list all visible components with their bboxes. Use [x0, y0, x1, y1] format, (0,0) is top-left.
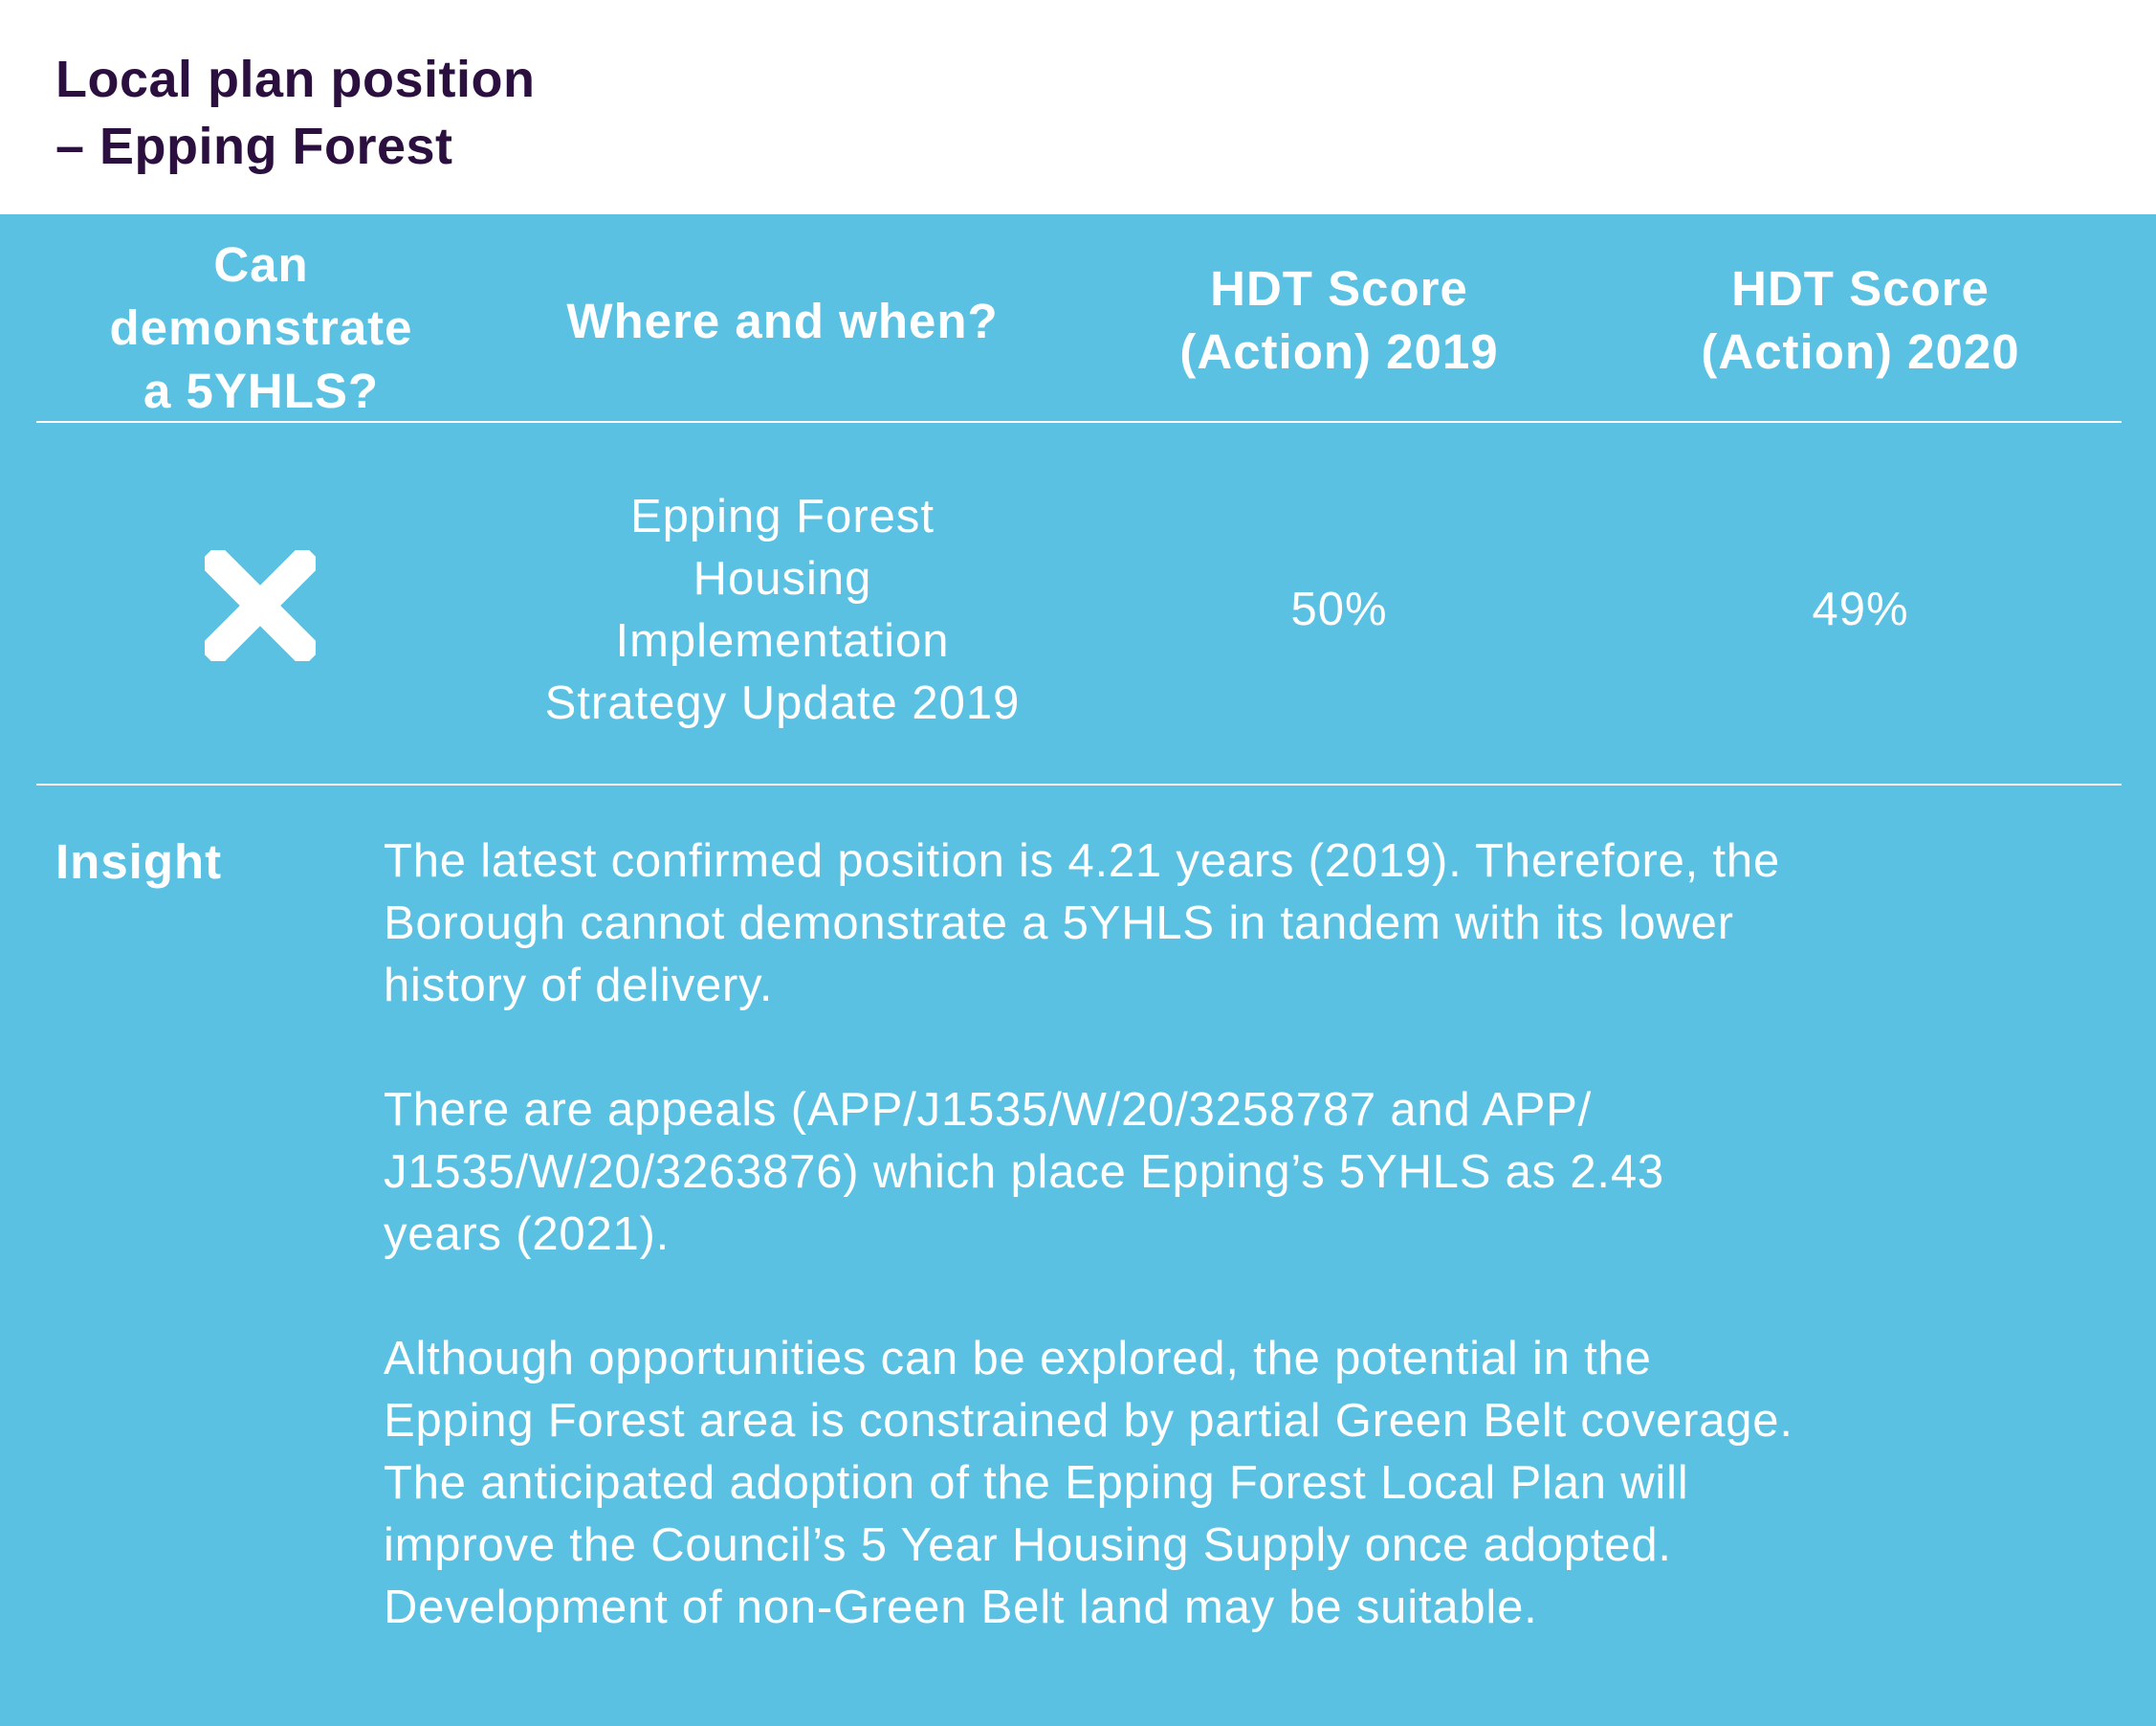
page-header [0, 0, 2156, 214]
insight-paragraph-2 [384, 1079, 2105, 1266]
header-divider [36, 421, 2122, 423]
where-and-when-line-1: Epping Forest [629, 491, 935, 542]
hdt-2019-value-text: 50% [1290, 584, 1388, 635]
insight-p3-line-2: Epping Forest area is constrained by partial Green Belt coverage. [384, 1395, 1793, 1447]
hdt-2019-value [1081, 579, 1597, 641]
insight-p1-line-3: history of delivery. [384, 960, 774, 1011]
hdt-2020-value [1607, 579, 2114, 641]
page-title [55, 46, 536, 180]
page-title-line-1: Local plan position [55, 51, 536, 108]
header-hdt-2019-line-2: (Action) 2019 [1179, 324, 1499, 379]
header-can-demonstrate-line-3: a 5YHLS? [143, 364, 380, 418]
header-hdt-2019-line-1: HDT Score [1210, 261, 1468, 316]
cross-icon [205, 550, 316, 661]
insight-p2-line-1: There are appeals (APP/J1535/W/20/3258787 and APP/ [384, 1084, 1593, 1136]
header-hdt-2020 [1607, 257, 2114, 384]
header-can-demonstrate [36, 233, 486, 423]
where-and-when-line-3: Implementation [615, 615, 950, 667]
hdt-2020-value-text: 49% [1812, 584, 1909, 635]
insight-p1-line-2: Borough cannot demonstrate a 5YHLS in tandem with its lower [384, 897, 1734, 949]
insight-p1-line-1: The latest confirmed position is 4.21 years (2019). Therefore, the [384, 835, 1781, 887]
insight-p3-line-4: improve the Council’s 5 Year Housing Supply once adopted. [384, 1519, 1672, 1571]
where-and-when-line-2: Housing [693, 553, 872, 605]
insight-body [384, 830, 2105, 1701]
local-plan-panel [0, 214, 2156, 1726]
header-hdt-2020-line-2: (Action) 2020 [1701, 324, 2020, 379]
insight-p2-line-2: J1535/W/20/3263876) which place Epping’s 5YHLS as 2.43 [384, 1146, 1664, 1198]
where-and-when-cell [457, 486, 1108, 735]
page-title-line-2: – Epping Forest [55, 118, 453, 175]
insight-paragraph-3 [384, 1328, 2105, 1639]
insight-label: Insight [55, 834, 223, 889]
insight-p2-line-3: years (2021). [384, 1208, 671, 1260]
row-divider [36, 784, 2122, 786]
where-and-when-line-4: Strategy Update 2019 [544, 677, 1021, 729]
header-can-demonstrate-line-1: Can [213, 237, 309, 292]
header-where-and-when [495, 290, 1069, 353]
insight-paragraph-1 [384, 830, 2105, 1017]
header-hdt-2020-line-1: HDT Score [1731, 261, 1990, 316]
insight-p3-line-1: Although opportunities can be explored, the potential in the [384, 1333, 1652, 1384]
header-where-and-when-label: Where and when? [566, 294, 999, 348]
insight-p3-line-5: Development of non-Green Belt land may be suitable. [384, 1582, 1538, 1633]
header-can-demonstrate-line-2: demonstrate [109, 300, 413, 355]
header-hdt-2019 [1081, 257, 1597, 384]
insight-p3-line-3: The anticipated adoption of the Epping Forest Local Plan will [384, 1457, 1689, 1509]
